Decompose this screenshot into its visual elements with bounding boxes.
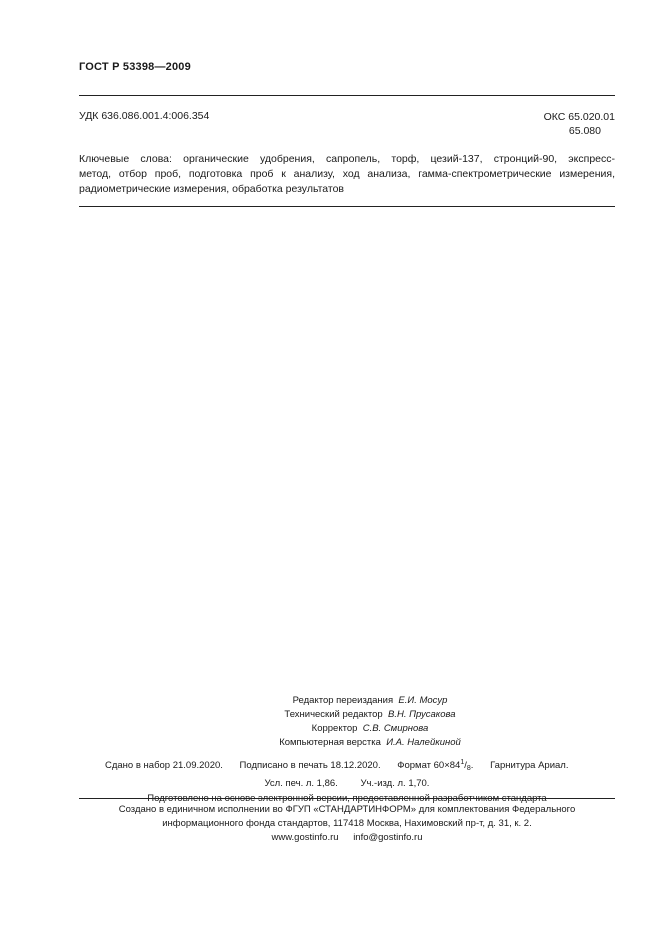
credit-corrector (160, 722, 580, 736)
header-divider (79, 95, 615, 96)
credit-editor-label: Редактор переиздания (292, 695, 394, 706)
keywords-line: радиометрические измерения, обработка результатов (79, 183, 345, 195)
keywords-line: Ключевые слова: органические удобрения, сапропель, торф, цезий-137, стронций-90, экспресс- (79, 153, 615, 165)
credit-layout (160, 736, 580, 750)
keywords-line: метод, отбор проб, подготовка проб к анализу, ход анализа, гамма-спектрометрические измерения, (79, 168, 615, 180)
udk-code: УДК 636.086.001.4:006.354 (79, 110, 210, 122)
print-sheets: Усл. печ. л. 1,86. (264, 778, 338, 789)
footer-block (79, 803, 615, 845)
print-date: Подписано в печать 18.12.2020. (239, 760, 381, 771)
pub-sheets: Уч.-изд. л. 1,70. (360, 778, 430, 789)
standard-number: ГОСТ Р 53398—2009 (79, 61, 191, 73)
publication-dates-row (79, 755, 615, 776)
credit-layout-label: Компьютерная верстка (279, 737, 381, 748)
keywords-divider (79, 206, 615, 207)
credit-editor-name: Е.И. Мосур (398, 695, 448, 706)
publication-sheets-row (79, 776, 615, 791)
email-link[interactable]: info@gostinfo.ru (353, 832, 423, 843)
credit-editor (160, 694, 580, 708)
credit-corrector-label: Корректор (311, 723, 358, 734)
prepared-note: Подготовлено на основе электронной версии, предоставленной разработчиком стандарта (147, 793, 547, 804)
oks-codes (544, 110, 615, 138)
credit-tech-editor (160, 708, 580, 722)
footer-line-1: Создано в единичном исполнении во ФГУП «СТАНДАРТИНФОРМ» для комплектования Федерального (118, 804, 576, 815)
format-numerator: 1 (460, 759, 465, 766)
footer-contacts (79, 831, 615, 845)
paper-format: Формат $60\times 84^1/_8$. (397, 759, 474, 772)
credit-tech-editor-label: Технический редактор (284, 709, 383, 720)
footer-divider (79, 798, 615, 799)
keywords-paragraph (79, 152, 615, 197)
format-denominator: 8 (466, 765, 471, 772)
footer-line-2: информационного фонда стандартов, 117418 Москва, Нахимовский пр-т, д. 31, к. 2. (162, 818, 532, 829)
oks-code-1: ОКС 65.020.01 (543, 111, 615, 123)
credit-tech-editor-name: В.Н. Прусакова (388, 709, 456, 720)
typeface: Гарнитура Ариал. (490, 760, 569, 771)
credit-corrector-name: С.В. Смирнова (362, 723, 429, 734)
format-suffix: . (470, 760, 474, 771)
set-date: Сдано в набор 21.09.2020. (105, 760, 223, 771)
format-prefix: Формат 60×84 (397, 760, 461, 771)
credits-block (160, 694, 580, 750)
oks-code-2: 65.080 (568, 125, 601, 137)
website-link[interactable]: www.gostinfo.ru (271, 832, 339, 843)
credit-layout-name: И.А. Налейкиной (386, 737, 461, 748)
